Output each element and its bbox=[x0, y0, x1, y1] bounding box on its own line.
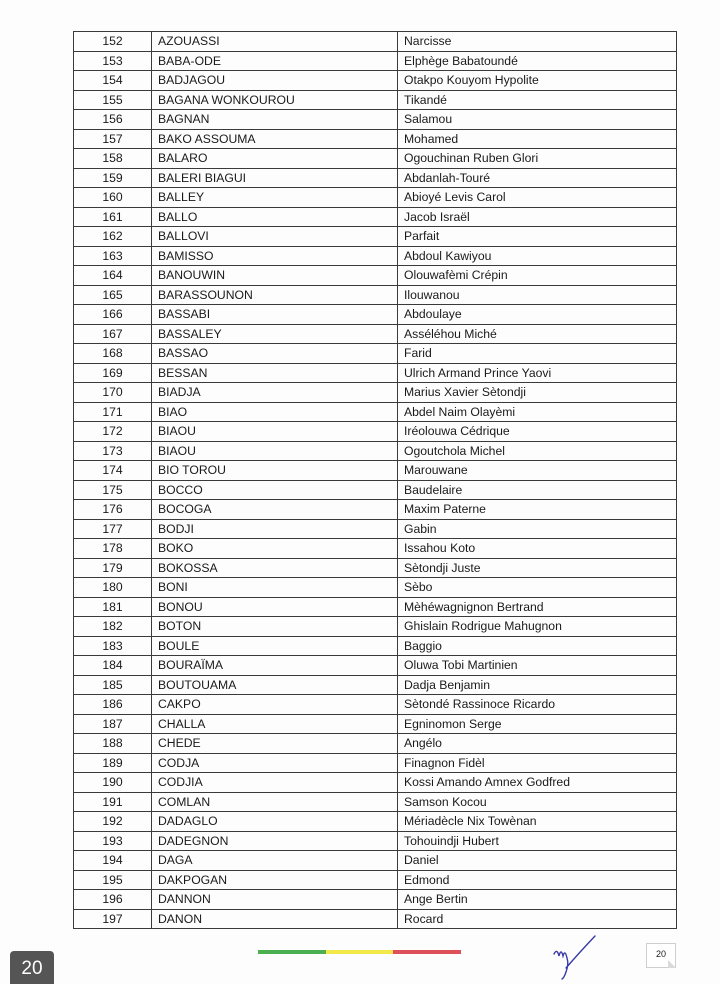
row-number: 190 bbox=[74, 773, 152, 793]
last-name-cell: CHALLA bbox=[152, 714, 398, 734]
last-name-cell: BOTON bbox=[152, 617, 398, 637]
table-row bbox=[74, 422, 677, 442]
flag-stripe-yellow bbox=[326, 950, 394, 954]
first-names-cell: Abdoul Kawiyou bbox=[398, 246, 677, 266]
table-row bbox=[74, 305, 677, 325]
row-number: 196 bbox=[74, 890, 152, 910]
table-row bbox=[74, 51, 677, 71]
table-row bbox=[74, 149, 677, 169]
last-name-cell: BIAOU bbox=[152, 441, 398, 461]
last-name-cell: BADJAGOU bbox=[152, 71, 398, 91]
table-row bbox=[74, 812, 677, 832]
last-name-cell: BASSABI bbox=[152, 305, 398, 325]
last-name-cell: BALARO bbox=[152, 149, 398, 169]
row-number: 193 bbox=[74, 831, 152, 851]
table-row bbox=[74, 675, 677, 695]
row-number: 170 bbox=[74, 383, 152, 403]
first-names-cell: Ulrich Armand Prince Yaovi bbox=[398, 363, 677, 383]
last-name-cell: BOKOSSA bbox=[152, 558, 398, 578]
viewer-page-number: 20 bbox=[21, 958, 43, 979]
row-number: 182 bbox=[74, 617, 152, 637]
last-name-cell: CODJIA bbox=[152, 773, 398, 793]
last-name-cell: BARASSOUNON bbox=[152, 285, 398, 305]
row-number: 154 bbox=[74, 71, 152, 91]
row-number: 189 bbox=[74, 753, 152, 773]
first-names-cell: Oluwa Tobi Martinien bbox=[398, 656, 677, 676]
page-curl-icon bbox=[668, 960, 676, 968]
names-table-body bbox=[74, 32, 677, 929]
last-name-cell: BAGANA WONKOUROU bbox=[152, 90, 398, 110]
row-number: 197 bbox=[74, 909, 152, 929]
row-number: 159 bbox=[74, 168, 152, 188]
table-row bbox=[74, 480, 677, 500]
page-number-tag bbox=[646, 943, 676, 968]
first-names-cell: Ange Bertin bbox=[398, 890, 677, 910]
row-number: 175 bbox=[74, 480, 152, 500]
last-name-cell: BOUTOUAMA bbox=[152, 675, 398, 695]
first-names-cell: Abioyé Levis Carol bbox=[398, 188, 677, 208]
row-number: 173 bbox=[74, 441, 152, 461]
last-name-cell: BASSALEY bbox=[152, 324, 398, 344]
last-name-cell: DADEGNON bbox=[152, 831, 398, 851]
first-names-cell: Issahou Koto bbox=[398, 539, 677, 559]
last-name-cell: BOCCO bbox=[152, 480, 398, 500]
row-number: 192 bbox=[74, 812, 152, 832]
last-name-cell: BAKO ASSOUMA bbox=[152, 129, 398, 149]
first-names-cell: Egninomon Serge bbox=[398, 714, 677, 734]
last-name-cell: BAMISSO bbox=[152, 246, 398, 266]
last-name-cell: BOCOGA bbox=[152, 500, 398, 520]
last-name-cell: AZOUASSI bbox=[152, 32, 398, 52]
row-number: 152 bbox=[74, 32, 152, 52]
first-names-cell: Gabin bbox=[398, 519, 677, 539]
last-name-cell: BANOUWIN bbox=[152, 266, 398, 286]
first-names-cell: Sètondé Rassinoce Ricardo bbox=[398, 695, 677, 715]
table-row bbox=[74, 266, 677, 286]
first-names-cell: Marouwane bbox=[398, 461, 677, 481]
last-name-cell: BODJI bbox=[152, 519, 398, 539]
last-name-cell: BALLO bbox=[152, 207, 398, 227]
last-name-cell: COMLAN bbox=[152, 792, 398, 812]
row-number: 185 bbox=[74, 675, 152, 695]
table-row bbox=[74, 285, 677, 305]
table-row bbox=[74, 617, 677, 637]
row-number: 184 bbox=[74, 656, 152, 676]
last-name-cell: DANON bbox=[152, 909, 398, 929]
table-row bbox=[74, 753, 677, 773]
first-names-cell: Daniel bbox=[398, 851, 677, 871]
signature-icon bbox=[548, 934, 598, 980]
table-row bbox=[74, 324, 677, 344]
last-name-cell: DAKPOGAN bbox=[152, 870, 398, 890]
last-name-cell: BALLEY bbox=[152, 188, 398, 208]
first-names-cell: Iréolouwa Cédrique bbox=[398, 422, 677, 442]
last-name-cell: DAGA bbox=[152, 851, 398, 871]
first-names-cell: Maxim Paterne bbox=[398, 500, 677, 520]
table-row bbox=[74, 227, 677, 247]
row-number: 157 bbox=[74, 129, 152, 149]
first-names-cell: Samson Kocou bbox=[398, 792, 677, 812]
row-number: 162 bbox=[74, 227, 152, 247]
page-number: 20 bbox=[655, 949, 666, 959]
row-number: 160 bbox=[74, 188, 152, 208]
first-names-cell: Parfait bbox=[398, 227, 677, 247]
table-row bbox=[74, 246, 677, 266]
first-names-cell: Farid bbox=[398, 344, 677, 364]
table-row bbox=[74, 714, 677, 734]
first-names-cell: Ogoutchola Michel bbox=[398, 441, 677, 461]
first-names-cell: Baggio bbox=[398, 636, 677, 656]
table-row bbox=[74, 363, 677, 383]
last-name-cell: BOKO bbox=[152, 539, 398, 559]
last-name-cell: BALLOVI bbox=[152, 227, 398, 247]
row-number: 186 bbox=[74, 695, 152, 715]
first-names-cell: Ghislain Rodrigue Mahugnon bbox=[398, 617, 677, 637]
row-number: 187 bbox=[74, 714, 152, 734]
table-row bbox=[74, 870, 677, 890]
last-name-cell: BIAOU bbox=[152, 422, 398, 442]
table-row bbox=[74, 168, 677, 188]
row-number: 164 bbox=[74, 266, 152, 286]
table-row bbox=[74, 539, 677, 559]
table-row bbox=[74, 636, 677, 656]
table-row bbox=[74, 402, 677, 422]
last-name-cell: BOURAÏMA bbox=[152, 656, 398, 676]
first-names-cell: Tikandé bbox=[398, 90, 677, 110]
table-row bbox=[74, 207, 677, 227]
first-names-cell: Finagnon Fidèl bbox=[398, 753, 677, 773]
row-number: 195 bbox=[74, 870, 152, 890]
first-names-cell: Abdel Naim Olayèmi bbox=[398, 402, 677, 422]
last-name-cell: BONI bbox=[152, 578, 398, 598]
row-number: 158 bbox=[74, 149, 152, 169]
first-names-cell: Angélo bbox=[398, 734, 677, 754]
table-row bbox=[74, 558, 677, 578]
last-name-cell: CODJA bbox=[152, 753, 398, 773]
row-number: 169 bbox=[74, 363, 152, 383]
row-number: 163 bbox=[74, 246, 152, 266]
last-name-cell: BIAO bbox=[152, 402, 398, 422]
last-name-cell: BABA-ODE bbox=[152, 51, 398, 71]
first-names-cell: Dadja Benjamin bbox=[398, 675, 677, 695]
last-name-cell: CAKPO bbox=[152, 695, 398, 715]
first-names-cell: Otakpo Kouyom Hypolite bbox=[398, 71, 677, 91]
first-names-cell: Abdoulaye bbox=[398, 305, 677, 325]
first-names-cell: Sètondji Juste bbox=[398, 558, 677, 578]
row-number: 155 bbox=[74, 90, 152, 110]
row-number: 174 bbox=[74, 461, 152, 481]
row-number: 181 bbox=[74, 597, 152, 617]
first-names-cell: Edmond bbox=[398, 870, 677, 890]
first-names-cell: Ogouchinan Ruben Glori bbox=[398, 149, 677, 169]
table-row bbox=[74, 734, 677, 754]
names-table bbox=[73, 31, 677, 929]
table-row bbox=[74, 71, 677, 91]
row-number: 171 bbox=[74, 402, 152, 422]
table-row bbox=[74, 188, 677, 208]
table-row bbox=[74, 519, 677, 539]
table-row bbox=[74, 129, 677, 149]
first-names-cell: Olouwafèmi Crépin bbox=[398, 266, 677, 286]
table-row bbox=[74, 110, 677, 130]
first-names-cell: Sèbo bbox=[398, 578, 677, 598]
last-name-cell: BESSAN bbox=[152, 363, 398, 383]
first-names-cell: Rocard bbox=[398, 909, 677, 929]
last-name-cell: BIADJA bbox=[152, 383, 398, 403]
first-names-cell: Kossi Amando Amnex Godfred bbox=[398, 773, 677, 793]
row-number: 172 bbox=[74, 422, 152, 442]
first-names-cell: Marius Xavier Sètondji bbox=[398, 383, 677, 403]
row-number: 167 bbox=[74, 324, 152, 344]
last-name-cell: BAGNAN bbox=[152, 110, 398, 130]
table-row bbox=[74, 695, 677, 715]
row-number: 177 bbox=[74, 519, 152, 539]
table-row bbox=[74, 461, 677, 481]
row-number: 156 bbox=[74, 110, 152, 130]
last-name-cell: BIO TOROU bbox=[152, 461, 398, 481]
first-names-cell: Elphège Babatoundé bbox=[398, 51, 677, 71]
first-names-cell: Tohouindji Hubert bbox=[398, 831, 677, 851]
row-number: 178 bbox=[74, 539, 152, 559]
row-number: 166 bbox=[74, 305, 152, 325]
row-number: 194 bbox=[74, 851, 152, 871]
table-row bbox=[74, 597, 677, 617]
last-name-cell: BALERI BIAGUI bbox=[152, 168, 398, 188]
first-names-cell: Narcisse bbox=[398, 32, 677, 52]
table-row bbox=[74, 578, 677, 598]
first-names-cell: Asséléhou Miché bbox=[398, 324, 677, 344]
last-name-cell: BASSAO bbox=[152, 344, 398, 364]
row-number: 165 bbox=[74, 285, 152, 305]
row-number: 180 bbox=[74, 578, 152, 598]
table-row bbox=[74, 32, 677, 52]
table-row bbox=[74, 792, 677, 812]
table-row bbox=[74, 441, 677, 461]
row-number: 188 bbox=[74, 734, 152, 754]
first-names-cell: Salamou bbox=[398, 110, 677, 130]
last-name-cell: CHEDE bbox=[152, 734, 398, 754]
first-names-cell: Mohamed bbox=[398, 129, 677, 149]
row-number: 191 bbox=[74, 792, 152, 812]
table-row bbox=[74, 909, 677, 929]
row-number: 183 bbox=[74, 636, 152, 656]
flag-stripe-red bbox=[393, 950, 461, 954]
row-number: 176 bbox=[74, 500, 152, 520]
table-row bbox=[74, 383, 677, 403]
last-name-cell: BONOU bbox=[152, 597, 398, 617]
table-row bbox=[74, 500, 677, 520]
table-row bbox=[74, 831, 677, 851]
table-row bbox=[74, 773, 677, 793]
first-names-cell: Jacob Israël bbox=[398, 207, 677, 227]
row-number: 179 bbox=[74, 558, 152, 578]
last-name-cell: DANNON bbox=[152, 890, 398, 910]
table-row bbox=[74, 656, 677, 676]
table-row bbox=[74, 851, 677, 871]
last-name-cell: BOULE bbox=[152, 636, 398, 656]
row-number: 153 bbox=[74, 51, 152, 71]
table-row bbox=[74, 890, 677, 910]
last-name-cell: DADAGLO bbox=[152, 812, 398, 832]
first-names-cell: Ilouwanou bbox=[398, 285, 677, 305]
flag-color-line bbox=[258, 950, 461, 954]
table-row bbox=[74, 90, 677, 110]
flag-stripe-green bbox=[258, 950, 326, 954]
row-number: 168 bbox=[74, 344, 152, 364]
row-number: 161 bbox=[74, 207, 152, 227]
viewer-page-badge[interactable] bbox=[10, 951, 54, 984]
first-names-cell: Baudelaire bbox=[398, 480, 677, 500]
first-names-cell: Mèhéwagnignon Bertrand bbox=[398, 597, 677, 617]
table-row bbox=[74, 344, 677, 364]
first-names-cell: Mériadècle Nix Towènan bbox=[398, 812, 677, 832]
first-names-cell: Abdanlah-Touré bbox=[398, 168, 677, 188]
